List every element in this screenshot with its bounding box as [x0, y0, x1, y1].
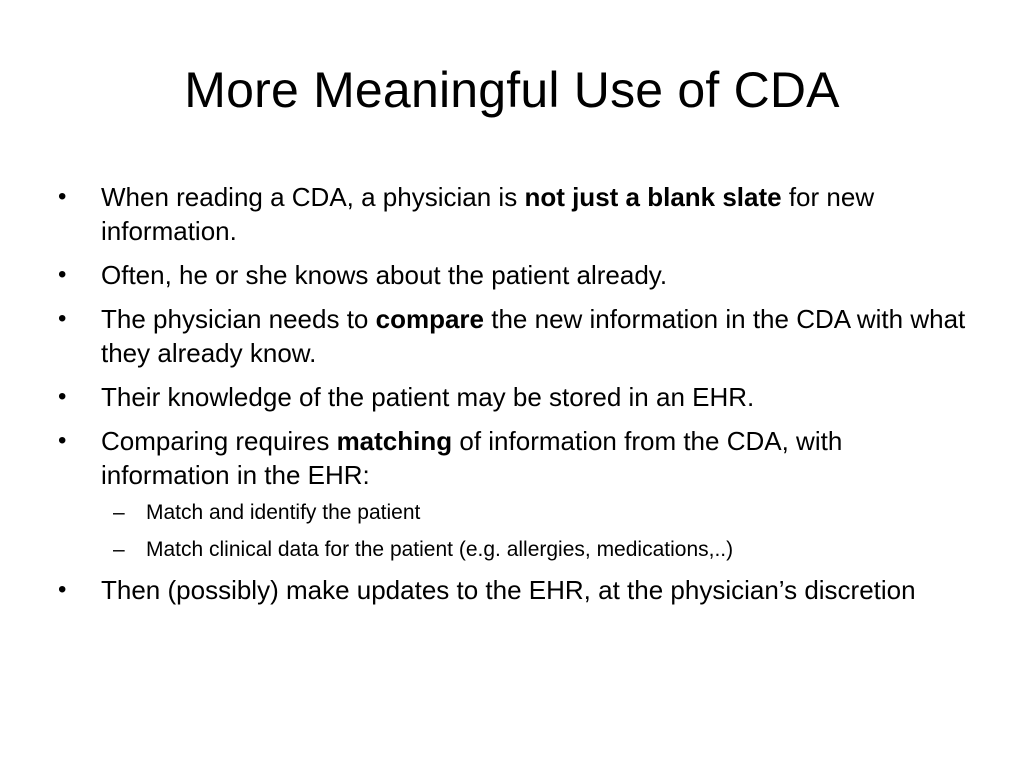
- bullet-item: [57, 180, 987, 248]
- bullet-item: [57, 380, 987, 414]
- bullet-marker: •: [58, 576, 67, 603]
- bullet-marker: •: [58, 427, 67, 454]
- bullet-item: [57, 302, 987, 370]
- bullet-bold-text: not just a blank slate: [524, 182, 782, 212]
- bullet-text: [101, 180, 976, 248]
- bullet-text-part: the new information in the CDA with what they already know.: [101, 304, 966, 368]
- bullet-text: [101, 302, 976, 370]
- bullet-marker: •: [58, 305, 67, 332]
- bullet-item: [57, 424, 987, 492]
- bullet-text-part: When reading a CDA, a physician is: [101, 182, 525, 212]
- bullet-text: Then (possibly) make updates to the EHR, at the physician’s discretion: [101, 575, 916, 605]
- bullet-list: [57, 180, 987, 617]
- sub-bullet-marker: –: [113, 501, 125, 524]
- bullet-marker: •: [58, 183, 67, 210]
- sub-bullet-text: Match clinical data for the patient (e.g. allergies, medications,..): [146, 538, 734, 561]
- bullet-item: [57, 573, 987, 607]
- bullet-bold-text: compare: [375, 304, 485, 334]
- bullet-item: [57, 258, 987, 292]
- bullet-text-part: for new information.: [101, 182, 875, 246]
- sub-bullet-item: [113, 499, 987, 527]
- sub-bullet-marker: –: [113, 538, 125, 561]
- bullet-text: [101, 424, 976, 492]
- bullet-marker: •: [58, 383, 67, 410]
- slide-title: More Meaningful Use of CDA: [184, 62, 840, 118]
- bullet-text-part: Comparing requires: [101, 426, 337, 456]
- bullet-text: Their knowledge of the patient may be stored in an EHR.: [101, 382, 755, 412]
- bullet-text-part: of information from the CDA, with information in the EHR:: [101, 426, 843, 490]
- bullet-marker: •: [58, 261, 67, 288]
- bullet-text: Often, he or she knows about the patient already.: [101, 260, 668, 290]
- sub-bullet-text: Match and identify the patient: [146, 501, 421, 524]
- sub-bullet-list: [57, 499, 987, 564]
- bullet-text-part: The physician needs to: [101, 304, 376, 334]
- sub-bullet-item: [113, 536, 987, 564]
- bullet-bold-text: matching: [336, 426, 453, 456]
